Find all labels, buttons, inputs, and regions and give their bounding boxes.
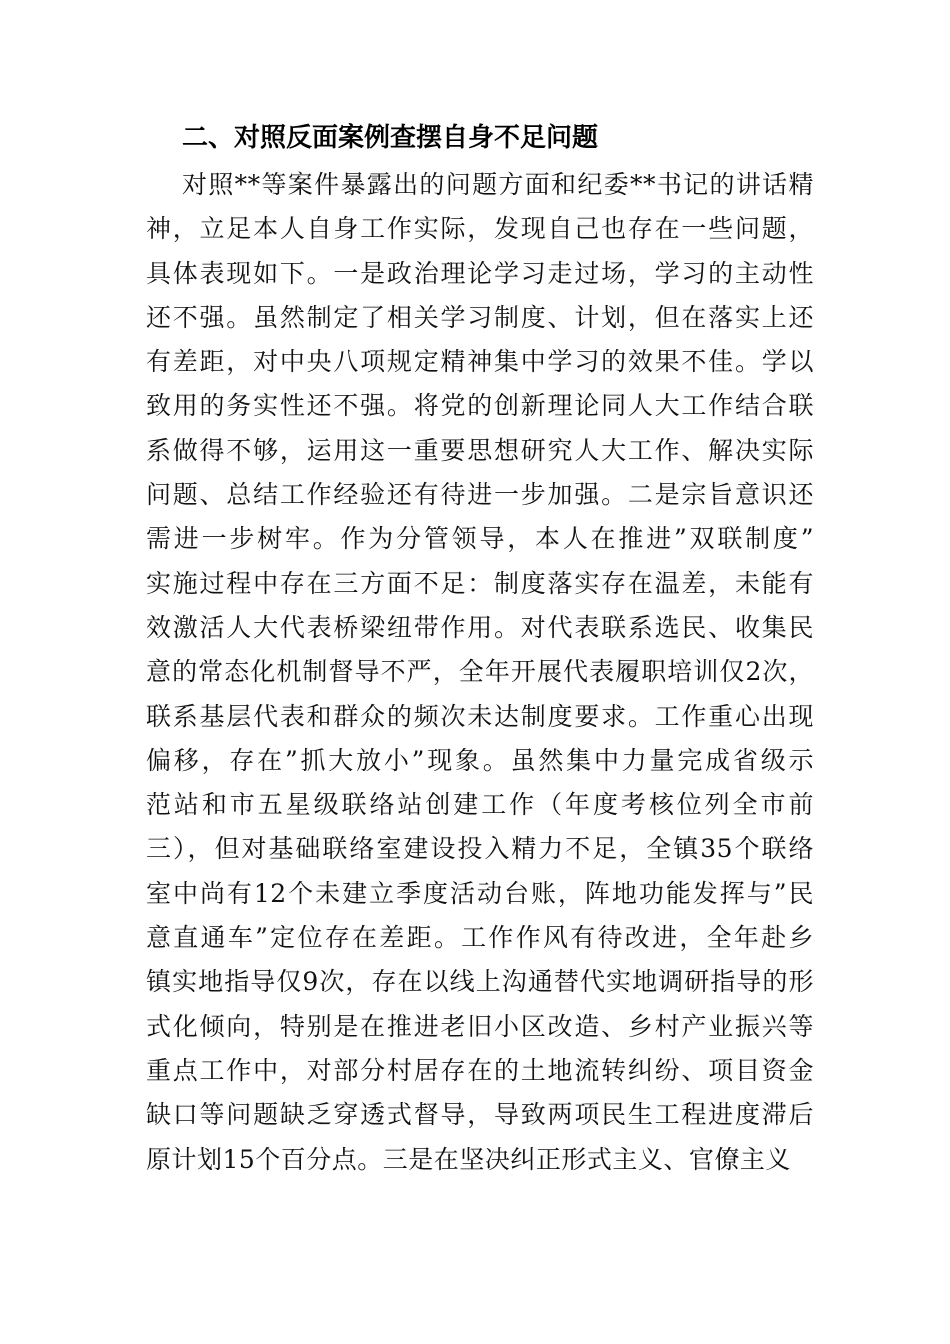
paragraph-line: 问题、总结工作经验还有待进一步加强。二是宗旨意识还: [146, 480, 814, 510]
paragraph-line: 室中尚有12个未建立季度活动台账，阵地功能发挥与”民: [146, 878, 814, 908]
paragraph-line: 效激活人大代表桥梁纽带作用。对代表联系选民、收集民: [146, 612, 814, 642]
paragraph-line: 范站和市五星级联络站创建工作（年度考核位列全市前: [146, 790, 814, 820]
body-paragraph: [146, 163, 814, 1182]
paragraph-line: 缺口等问题缺乏穿透式督导，导致两项民生工程进度滞后: [146, 1100, 814, 1130]
paragraph-line: 具体表现如下。一是政治理论学习走过场，学习的主动性: [146, 258, 814, 288]
paragraph-line: 意直通车”定位存在差距。工作作风有待改进，全年赴乡: [146, 923, 814, 953]
paragraph-line: 需进一步树牢。作为分管领导，本人在推进”双联制度”: [146, 524, 814, 554]
paragraph-line: 还不强。虽然制定了相关学习制度、计划，但在落实上还: [146, 302, 814, 332]
paragraph-line: 有差距，对中央八项规定精神集中学习的效果不佳。学以: [146, 347, 814, 377]
paragraph-line: 重点工作中，对部分村居存在的土地流转纠纷、项目资金: [146, 1055, 814, 1085]
paragraph-line: 神，立足本人自身工作实际，发现自己也存在一些问题，: [146, 214, 814, 244]
paragraph-line: 实施过程中存在三方面不足：制度落实存在温差，未能有: [146, 568, 814, 598]
paragraph-line: 对照**等案件暴露出的问题方面和纪委**书记的讲话精: [182, 170, 814, 199]
paragraph-line: 联系基层代表和群众的频次未达制度要求。工作重心出现: [146, 701, 814, 731]
paragraph-line: 致用的务实性还不强。将党的创新理论同人大工作结合联: [146, 391, 814, 421]
paragraph-line: 意的常态化机制督导不严，全年开展代表履职培训仅2次，: [146, 657, 814, 687]
paragraph-line: 系做得不够，运用这一重要思想研究人大工作、解决实际: [146, 435, 814, 465]
paragraph-line: 原计划15个百分点。三是在坚决纠正形式主义、官僚主义: [146, 1144, 791, 1174]
paragraph-line: 镇实地指导仅9次，存在以线上沟通替代实地调研指导的形: [146, 967, 814, 997]
paragraph-line: 三），但对基础联络室建设投入精力不足，全镇35个联络: [146, 834, 814, 864]
paragraph-line: 偏移，存在”抓大放小”现象。虽然集中力量完成省级示: [146, 745, 814, 775]
section-heading: 二、对照反面案例查摆自身不足问题: [182, 123, 599, 153]
paragraph-line: 式化倾向，特别是在推进老旧小区改造、乡村产业振兴等: [146, 1011, 814, 1041]
